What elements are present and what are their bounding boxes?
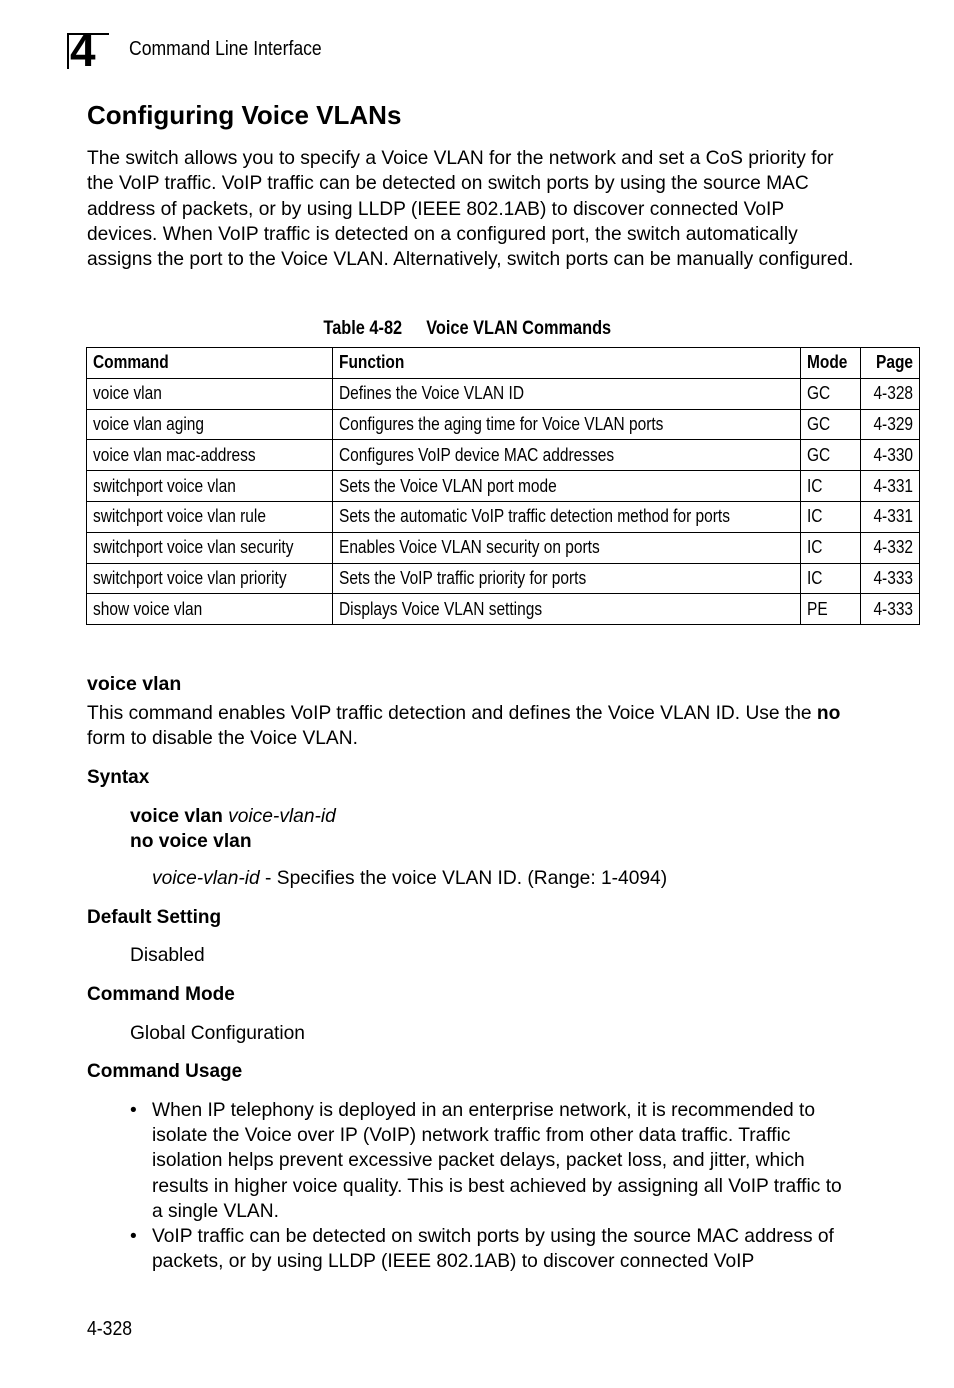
table-row (87, 378, 920, 409)
chapter-number: 4 (70, 24, 96, 76)
cell-mode: IC (800, 532, 860, 563)
table-row (87, 532, 920, 563)
cell-page: 4-333 (860, 563, 919, 594)
cell-command: voice vlan mac-address (87, 440, 333, 471)
command-description: This command enables VoIP traffic detection and defines the Voice VLAN ID. Use the no form to disable the Voice VLAN. (87, 703, 841, 749)
column-header-command: Command (87, 348, 333, 379)
bullet-icon: • (130, 1226, 137, 1248)
bullet-icon: • (130, 1100, 137, 1121)
table-header-row (87, 348, 920, 379)
table-caption-title: Voice VLAN Commands (425, 318, 611, 339)
syntax-line-1: voice vlan voice-vlan-id (130, 806, 336, 827)
syntax-line-2: no voice vlan (130, 831, 252, 852)
cell-command: switchport voice vlan security (87, 532, 333, 563)
list-item: • When IP telephony is deployed in an enterprise network, it is recommended to isolate the Voice over IP (VoIP) network traffic from other data traffic. Traffic isolation helps prevent excessive packet delays, packet loss, and jitter, which results in higher voice quality. This is best achieved by assigning all VoIP traffic to a single VLAN. (130, 1100, 842, 1222)
chapter-tab (67, 24, 109, 76)
cell-page: 4-332 (860, 532, 919, 563)
cell-mode: IC (800, 471, 860, 502)
cell-command: switchport voice vlan (87, 471, 333, 502)
cell-mode: IC (800, 563, 860, 594)
cell-mode: GC (800, 440, 860, 471)
running-header: Command Line Interface (129, 38, 322, 60)
command-mode-value: Global Configuration (130, 1023, 305, 1044)
cell-command: voice vlan (87, 378, 333, 409)
table-row (87, 471, 920, 502)
command-usage-heading: Command Usage (87, 1061, 243, 1082)
column-header-page: Page (860, 348, 919, 379)
default-setting-value: Disabled (130, 945, 205, 966)
cell-mode: IC (800, 501, 860, 532)
cell-page: 4-333 (860, 594, 919, 625)
chapter-tab-border (67, 33, 69, 69)
command-heading: voice vlan (87, 673, 182, 695)
list-item: • VoIP traffic can be detected on switch ports by using the source MAC address of packets, or by using LLDP (IEEE 802.1AB) to discover connected VoIP (130, 1226, 834, 1273)
syntax-heading: Syntax (87, 767, 150, 788)
cell-function: Enables Voice VLAN security on ports (333, 532, 801, 563)
table-caption-number: Table 4-82 (323, 318, 402, 339)
cell-mode: GC (800, 378, 860, 409)
cell-command: switchport voice vlan priority (87, 563, 333, 594)
cell-page: 4-328 (860, 378, 919, 409)
cell-command: switchport voice vlan rule (87, 501, 333, 532)
cell-page: 4-331 (860, 471, 919, 502)
usage-bullet-list (130, 1098, 850, 1274)
no-keyword: no (816, 703, 841, 724)
table-row (87, 409, 920, 440)
cell-page: 4-331 (860, 501, 919, 532)
cell-function: Configures the aging time for Voice VLAN ports (333, 409, 801, 440)
syntax-param: voice-vlan-id (228, 806, 336, 827)
cell-function: Sets the Voice VLAN port mode (333, 471, 801, 502)
cell-page: 4-329 (860, 409, 919, 440)
table-row (87, 594, 920, 625)
cell-function: Displays Voice VLAN settings (333, 594, 801, 625)
page-number: 4-328 (87, 1318, 133, 1340)
cell-command: voice vlan aging (87, 409, 333, 440)
table-caption (0, 318, 934, 340)
page-title: Configuring Voice VLANs (87, 100, 402, 130)
param-description: voice-vlan-id - Specifies the voice VLAN ID. (Range: 1-4094) (152, 868, 668, 889)
intro-paragraph: The switch allows you to specify a Voice VLAN for the network and set a CoS priority for the VoIP traffic. VoIP traffic can be detected on switch ports by using the source MAC address of packets, or by using LLDP (IEEE 802.1AB) to discover connected VoIP devices. When VoIP traffic is detected on a configured port, the switch automatically assigns the port to the Voice VLAN. Alternatively, switch ports can be manually configured. (87, 148, 854, 271)
column-header-mode: Mode (800, 348, 860, 379)
cell-command: show voice vlan (87, 594, 333, 625)
command-mode-heading: Command Mode (87, 984, 235, 1005)
table-row (87, 563, 920, 594)
column-header-function: Function (333, 348, 801, 379)
table-row (87, 440, 920, 471)
cell-function: Sets the VoIP traffic priority for ports (333, 563, 801, 594)
table-row (87, 501, 920, 532)
voice-vlan-commands-table (86, 347, 920, 625)
cell-function: Configures VoIP device MAC addresses (333, 440, 801, 471)
cell-page: 4-330 (860, 440, 919, 471)
default-setting-heading: Default Setting (87, 907, 222, 928)
cell-mode: GC (800, 409, 860, 440)
cell-function: Defines the Voice VLAN ID (333, 378, 801, 409)
cell-function: Sets the automatic VoIP traffic detection method for ports (333, 501, 801, 532)
cell-mode: PE (800, 594, 860, 625)
